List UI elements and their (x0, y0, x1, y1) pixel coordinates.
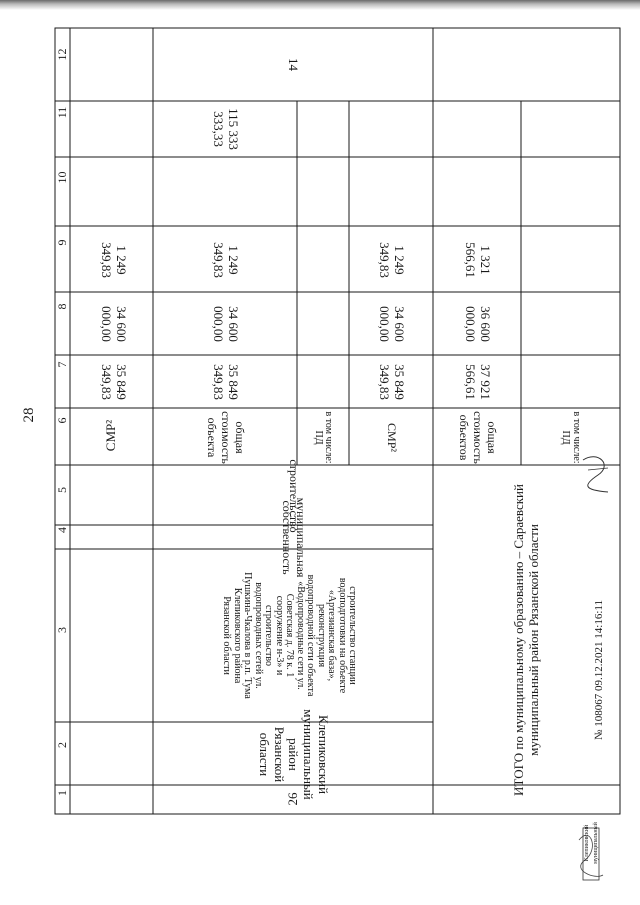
district-smr-col9: 1 249 349,83 (377, 242, 407, 278)
col-number-2: 2 (54, 742, 69, 748)
smr-top-col6: СМР² (102, 419, 118, 452)
smr-top-col8: 34 600 000,00 (99, 306, 129, 342)
district-ownership: муниципальная собственность (280, 497, 308, 578)
smr-top-col7: 35 849 349,83 (99, 364, 129, 400)
district-smr-col8: 34 600 000,00 (377, 306, 407, 342)
smr-top-col9: 1 249 349,83 (99, 242, 129, 278)
district-smr-col7: 35 849 349,83 (377, 364, 407, 400)
itogo-label: ИТОГО по муниципальному образованию – Сараевский муниципальный район Рязанской области (510, 484, 541, 796)
col-number-10: 10 (54, 171, 69, 184)
itogo-col7: 37 921 566,61 (463, 364, 493, 400)
district-number: 26 (284, 792, 300, 806)
district-name: Клепиковский муниципальный район Рязанской области (256, 709, 332, 800)
district-total-label: общая стоимость объекта (205, 411, 247, 464)
district-total-col8: 34 600 000,00 (211, 306, 241, 342)
col-number-12: 12 (54, 48, 69, 61)
district-total-col7: 35 849 349,83 (211, 364, 241, 400)
col-number-5: 5 (54, 487, 69, 493)
col-number-7: 7 (54, 361, 69, 368)
itogo-col9: 1 321 566,61 (463, 242, 493, 278)
col-number-6: 6 (54, 417, 69, 424)
district-incl-label: в том числе: ПД (313, 411, 335, 464)
district-total-col9: 1 249 349,83 (211, 242, 241, 278)
registration-footer: № 108067 09.12.2021 14:16:11 (592, 600, 605, 740)
district-col11: 115 333 333,33 (211, 108, 241, 150)
district-smr-label: СМР² (384, 423, 399, 452)
itogo-col8: 36 600 000,00 (463, 306, 493, 342)
district-object-description: строительство станции водоподготовки на объекте «Артезианская база», реконструкция водопроводной сети объекта «Водопроводные сети ул. Советская д. 78 к. 1 сооружение н-3» и строительство водопроводных сетей ул. Пушкина-Чкалова в р.п. Тума Клепиковского района Рязанской области (221, 572, 359, 699)
page-number: 28 (21, 407, 37, 423)
col-number-11: 11 (54, 106, 69, 119)
col-number-8: 8 (54, 303, 69, 310)
district-col12: 14 (286, 58, 302, 71)
itogo-incl-label: в том числе: ПД (560, 411, 582, 464)
col-number-4: 4 (54, 527, 69, 533)
stamp-line1: Клепиковский (583, 824, 590, 862)
col-number-3: 3 (54, 627, 69, 633)
itogo-total-label: общая стоимость объектов (457, 411, 499, 464)
signature-mark (578, 450, 618, 495)
district-work-type: строительство (286, 459, 301, 533)
stamp-line2: муниципальный (592, 822, 599, 864)
col-number-9: 9 (54, 239, 69, 246)
col-number-1: 1 (54, 790, 69, 796)
